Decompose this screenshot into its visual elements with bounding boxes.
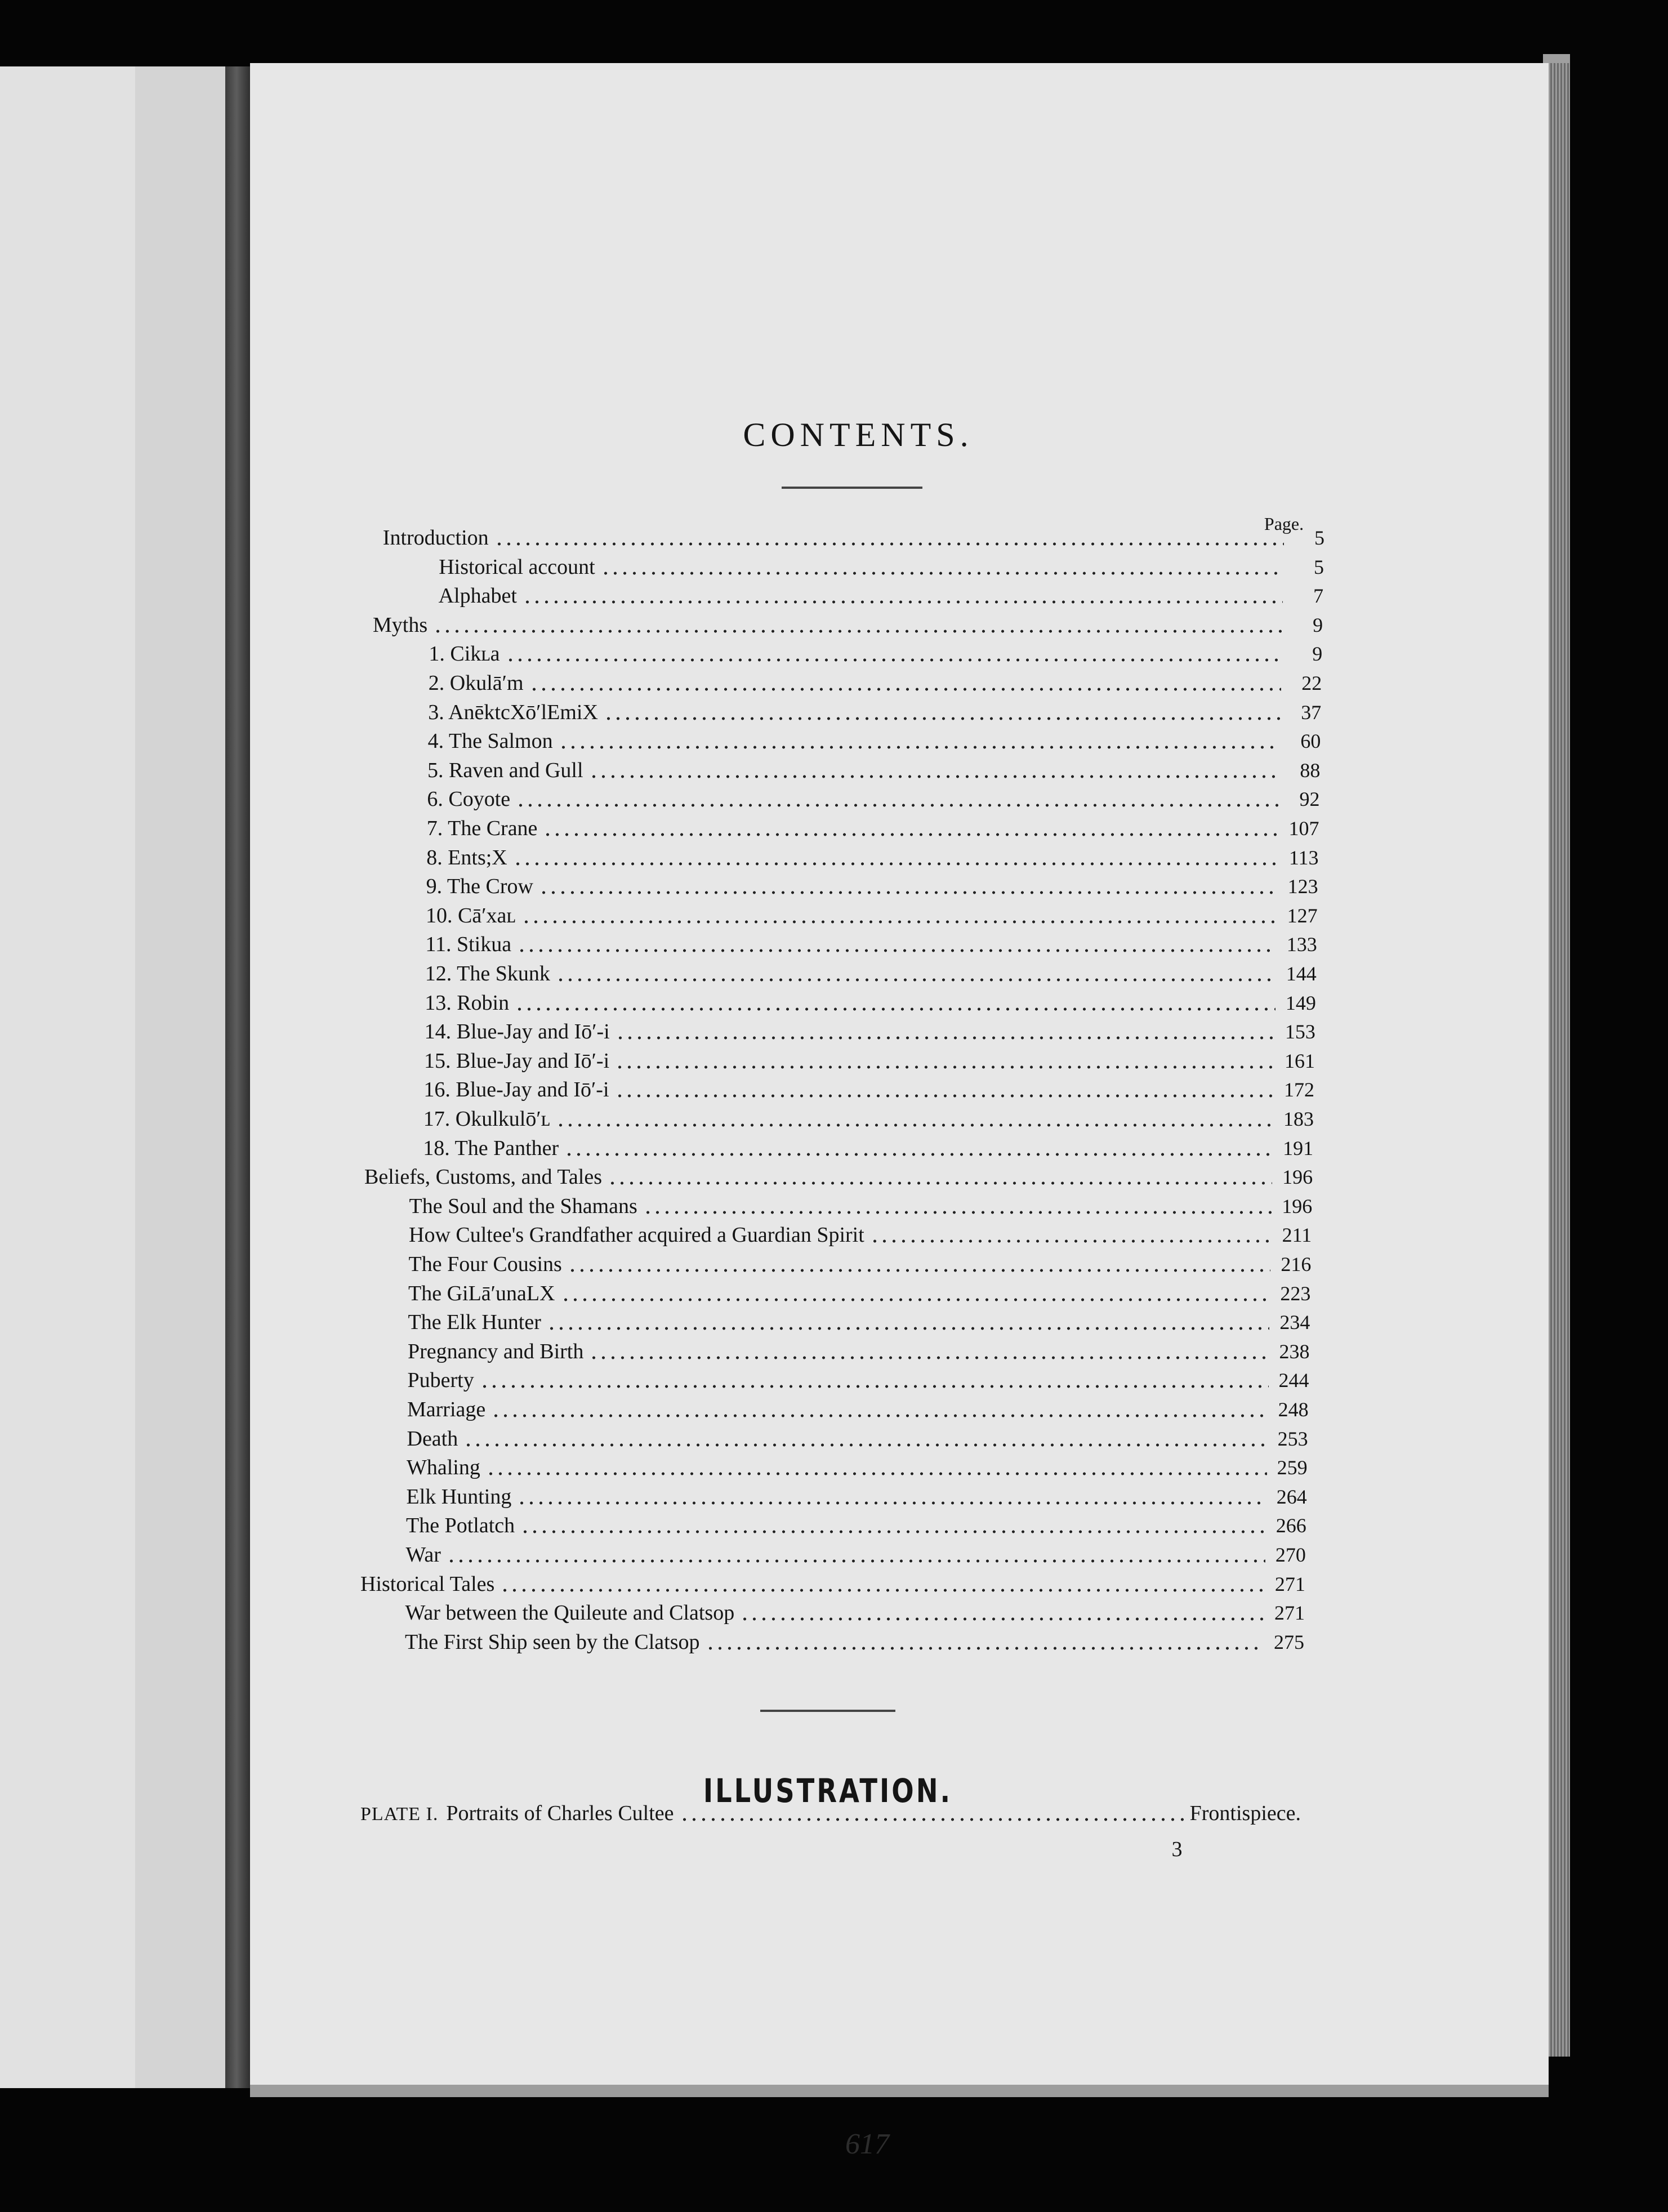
dot-leader (589, 1356, 1269, 1359)
dot-leader (604, 717, 1281, 720)
entry-page-number: 271 (1274, 1602, 1305, 1625)
entry-title: 5. Raven and Gull (427, 758, 583, 782)
contents-entry[interactable] (405, 1628, 1304, 1656)
illustration-rule (760, 1710, 895, 1712)
dot-leader (491, 1414, 1268, 1417)
entry-title: 11. Stikua (425, 933, 512, 957)
entry-title: Introduction (382, 526, 489, 550)
entry-page-number: 88 (1300, 759, 1321, 782)
entry-title: How Cultee's Grandfather acquired a Guardian Spirit (409, 1223, 864, 1247)
entry-title: Pregnancy and Birth (408, 1339, 584, 1363)
entry-page-number: 37 (1301, 701, 1322, 724)
dot-leader (520, 1530, 1266, 1533)
dot-leader (556, 978, 1276, 982)
dot-leader (463, 1443, 1267, 1447)
entry-page-number: 22 (1301, 672, 1322, 694)
contents-entry[interactable] (426, 902, 1318, 930)
dot-leader (433, 630, 1282, 633)
dot-leader (447, 1559, 1265, 1563)
entry-title: 2. Okulā′m (428, 671, 524, 695)
entry-title: The Potlatch (406, 1514, 515, 1538)
entry-title: 15. Blue-Jay and Iō′-i (424, 1049, 610, 1073)
entry-page-number: 191 (1283, 1136, 1314, 1159)
contents-entry[interactable] (425, 960, 1317, 988)
entry-page-number: 234 (1279, 1311, 1310, 1334)
contents-entry[interactable] (423, 1134, 1313, 1162)
plate-leader (680, 1818, 1184, 1821)
dot-leader (559, 746, 1281, 749)
contents-entry[interactable] (429, 669, 1322, 697)
contents-entry[interactable] (407, 1395, 1309, 1424)
entry-page-number: 275 (1274, 1630, 1304, 1653)
entry-page-number: 7 (1313, 585, 1324, 608)
entry-title: The Four Cousins (408, 1252, 562, 1276)
entry-page-number: 153 (1285, 1020, 1315, 1043)
entry-page-number: 259 (1277, 1456, 1308, 1479)
entry-title: 3. AnēktcXō′lEmiX (428, 700, 598, 724)
contents-entry[interactable] (408, 1308, 1310, 1336)
entry-page-number: 92 (1299, 788, 1320, 811)
contents-entry[interactable] (407, 1425, 1308, 1453)
dot-leader (513, 862, 1278, 866)
illustration-title: ILLUSTRATION. (703, 1772, 953, 1810)
entry-title: 16. Blue-Jay and Iō′-i (423, 1078, 609, 1102)
entry-title: 13. Robin (425, 991, 510, 1015)
entry-title: Myths (373, 613, 428, 637)
entry-title: Death (407, 1426, 458, 1451)
contents-entry[interactable] (426, 872, 1318, 900)
contents-entry[interactable] (426, 844, 1318, 872)
dot-leader (529, 688, 1282, 691)
contents-entry[interactable] (425, 930, 1317, 958)
entry-title: Elk Hunting (406, 1484, 512, 1509)
contents-entry[interactable] (408, 1366, 1309, 1394)
contents-entry[interactable] (373, 611, 1323, 639)
entry-title: 12. The Skunk (425, 962, 550, 985)
contents-entry[interactable] (360, 1570, 1305, 1598)
dot-leader (706, 1647, 1264, 1650)
entry-title: 4. The Salmon (427, 729, 553, 753)
dot-leader (561, 1298, 1270, 1301)
contents-entry[interactable] (406, 1541, 1306, 1569)
contents-entry[interactable] (406, 1511, 1306, 1540)
entry-title: The Elk Hunter (408, 1310, 541, 1335)
entry-title: War (405, 1543, 441, 1567)
entry-title: 9. The Crow (426, 875, 533, 899)
entry-page-number: 5 (1314, 527, 1324, 549)
contents-entry[interactable] (427, 785, 1319, 813)
dot-leader (616, 1036, 1275, 1040)
entry-title: 14. Blue-Jay and Iō′-i (424, 1020, 610, 1044)
dot-leader (517, 949, 1277, 952)
entry-page-number: 238 (1279, 1340, 1310, 1363)
dot-leader (643, 1211, 1272, 1214)
entry-title: The GiLā′unaLX (408, 1281, 555, 1305)
entry-title: Alphabet (438, 584, 517, 608)
entry-title: Historical account (439, 555, 595, 579)
dot-leader (615, 1065, 1274, 1069)
contents-entry[interactable] (439, 582, 1324, 610)
entry-title: 1. Cikʟa (429, 642, 500, 666)
dot-leader (486, 1472, 1267, 1475)
entry-title: 10. Cā′xaʟ (426, 903, 516, 927)
entry-page-number: 211 (1282, 1224, 1312, 1247)
entry-page-number: 216 (1281, 1253, 1312, 1276)
entry-page-number: 133 (1286, 933, 1317, 956)
dot-leader (870, 1239, 1271, 1243)
contents-entry[interactable] (408, 1279, 1310, 1308)
plate-entry[interactable] (360, 1798, 1301, 1829)
dot-leader (556, 1123, 1273, 1127)
entry-title: 7. The Crane (426, 817, 538, 840)
entry-page-number: 196 (1282, 1166, 1313, 1189)
plate-label: PLATE I. (360, 1804, 439, 1825)
contents-entry[interactable] (423, 1105, 1314, 1133)
dot-leader (515, 1007, 1275, 1011)
entry-page-number: 161 (1284, 1049, 1315, 1072)
dot-leader (521, 920, 1277, 924)
contents-entry[interactable] (428, 698, 1321, 726)
entry-page-number: 9 (1313, 613, 1323, 636)
dot-leader (517, 1501, 1266, 1505)
entry-title: Historical Tales (360, 1572, 495, 1596)
entry-title: Whaling (407, 1456, 480, 1480)
folio-number: 3 (1171, 1838, 1183, 1861)
dot-leader (539, 891, 1278, 894)
contents-entry[interactable] (407, 1453, 1308, 1482)
contents-entry[interactable] (409, 1250, 1312, 1278)
dot-leader (480, 1385, 1269, 1388)
contents-entry[interactable] (383, 524, 1324, 552)
entry-page-number: 264 (1276, 1485, 1307, 1508)
entry-title: War between the Quileute and Clatsop (405, 1601, 735, 1625)
entry-page-number: 223 (1280, 1282, 1311, 1305)
contents-entry[interactable] (439, 553, 1324, 581)
entry-title: The Soul and the Shamans (409, 1194, 637, 1218)
dot-leader (516, 804, 1279, 807)
contents-entry[interactable] (408, 1337, 1309, 1366)
contents-entry[interactable] (425, 989, 1316, 1017)
entry-page-number: 127 (1287, 904, 1318, 927)
dot-leader (601, 572, 1283, 575)
dot-leader (494, 542, 1284, 546)
entry-page-number: 5 (1314, 555, 1324, 578)
contents-entry[interactable] (427, 814, 1319, 842)
entry-page-number: 183 (1283, 1108, 1314, 1130)
contents-entry[interactable] (428, 727, 1321, 755)
entry-title: Beliefs, Customs, and Tales (364, 1165, 602, 1189)
entry-page-number: 253 (1277, 1427, 1308, 1450)
dot-leader (564, 1153, 1273, 1156)
entry-page-number: 271 (1274, 1572, 1305, 1595)
contents-entry[interactable] (429, 640, 1322, 668)
entry-title: Marriage (407, 1398, 486, 1421)
entry-page-number: 196 (1282, 1194, 1313, 1218)
entry-page-number: 60 (1300, 730, 1321, 753)
dot-leader (523, 600, 1283, 604)
entry-title: Puberty (407, 1368, 474, 1393)
entry-page-number: 113 (1288, 846, 1319, 869)
entry-page-number: 144 (1286, 962, 1317, 985)
entry-title: The First Ship seen by the Clatsop (405, 1630, 700, 1654)
pencil-annotation: 617 (845, 2128, 889, 2160)
entry-page-number: 266 (1275, 1514, 1306, 1537)
entry-title: 18. The Panther (423, 1136, 559, 1160)
dot-leader (608, 1181, 1272, 1185)
dot-leader (568, 1269, 1270, 1272)
dot-leader (740, 1617, 1264, 1621)
entry-title: 17. Okulkulō′ʟ (423, 1107, 550, 1131)
entry-page-number: 149 (1285, 991, 1316, 1014)
dot-leader (500, 1589, 1265, 1592)
entry-page-number: 107 (1288, 817, 1319, 840)
dot-leader (506, 658, 1282, 662)
contents-entry[interactable] (425, 1018, 1315, 1046)
contents-title: CONTENTS. (743, 416, 974, 454)
dot-leader (547, 1327, 1270, 1330)
contents-entry[interactable] (424, 1047, 1315, 1075)
plate-text: Portraits of Charles Cultee (446, 1801, 674, 1825)
dot-leader (589, 775, 1280, 778)
contents-entry[interactable] (407, 1483, 1307, 1511)
entry-page-number: 9 (1312, 643, 1323, 666)
contents-entry[interactable] (364, 1163, 1313, 1191)
contents-entry[interactable] (405, 1599, 1305, 1627)
page-column-label: Page. (1264, 514, 1304, 534)
entry-page-number: 248 (1278, 1398, 1309, 1421)
dot-leader (615, 1094, 1274, 1098)
contents-entry[interactable] (409, 1221, 1312, 1249)
dot-leader (543, 833, 1278, 836)
contents-entry[interactable] (427, 756, 1320, 784)
entry-page-number: 123 (1287, 875, 1318, 898)
entry-page-number: 270 (1275, 1544, 1306, 1566)
entry-title: 8. Ents;X (426, 845, 507, 869)
plate-page: Frontispiece. (1189, 1801, 1301, 1825)
entry-page-number: 244 (1278, 1369, 1309, 1392)
entry-title: 6. Coyote (427, 787, 511, 811)
entry-page-number: 172 (1283, 1078, 1314, 1101)
contents-entry[interactable] (423, 1076, 1314, 1104)
contents-entry[interactable] (409, 1192, 1313, 1220)
